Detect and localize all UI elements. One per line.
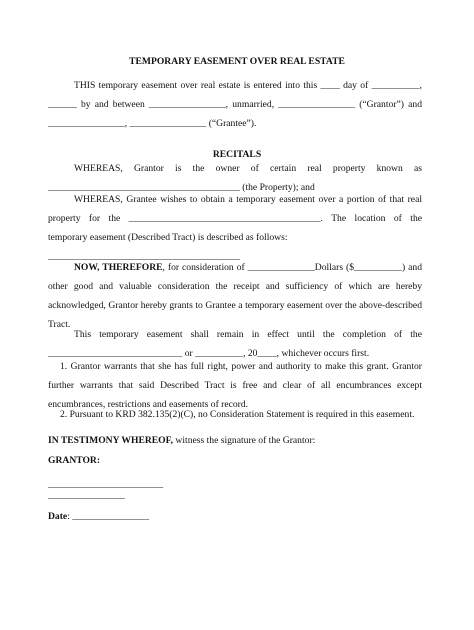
whereas2-line-4: ________________________________________ bbox=[48, 251, 240, 262]
intro-line-2: ______ by and between ________________, unmarried, ________________ (“Grantor”) and bbox=[48, 99, 422, 110]
item2-line: 2. Pursuant to KRD 382.135(2)(C), no Consideration Statement is required in this easement. bbox=[60, 409, 415, 420]
testimony-line bbox=[48, 431, 422, 450]
document-title: TEMPORARY EASEMENT OVER REAL ESTATE bbox=[129, 56, 345, 67]
item1-line-3: encumbrances, restrictions and easements of record. bbox=[48, 399, 249, 410]
testimony-rest: witness the signature of the Grantor: bbox=[173, 435, 316, 446]
date-label: Date bbox=[48, 511, 68, 522]
now-therefore-paragraph bbox=[48, 258, 422, 334]
recitals-heading: RECITALS bbox=[212, 149, 262, 160]
remain-line-1: This temporary easement shall remain in effect until the completion of the bbox=[74, 329, 422, 340]
signature-line-2: ________________ bbox=[48, 490, 125, 501]
testimony-lead: IN TESTIMONY WHEREOF, bbox=[48, 435, 174, 446]
grantor-label: GRANTOR: bbox=[48, 455, 101, 466]
intro-line-1: THIS temporary easement over real estate is entered into this ____ day of __________, bbox=[74, 80, 422, 91]
remain-line-2: ____________________________ or __________, 20____, whichever occurs first. bbox=[48, 348, 370, 359]
item1-line-2: further warrants that said Described Tract is free and clear of all encumbrances except bbox=[48, 380, 422, 391]
now-line-2: other good and valuable consideration the receipt and sufficiency of which are hereby bbox=[48, 281, 422, 292]
date-blank: : ________________ bbox=[67, 511, 150, 522]
intro-paragraph bbox=[48, 76, 422, 133]
testimony-paragraph bbox=[48, 431, 422, 450]
whereas1-line-1: WHEREAS, Grantor is the owner of certain real property known as bbox=[74, 163, 422, 174]
now-line-3: acknowledged, Grantor hereby grants to Grantee a temporary easement over the above-described bbox=[48, 300, 422, 311]
intro-line-3: ________________, ________________ (“Grantee”). bbox=[48, 118, 257, 129]
now-therefore-lead: NOW, THEREFORE bbox=[74, 262, 163, 273]
now-line-1 bbox=[48, 258, 422, 277]
item1-line-1: 1. Grantor warrants that she has full right, power and authority to make this grant. Grantor bbox=[60, 361, 422, 372]
whereas2-line-3: temporary easement (Described Tract) is described as follows: bbox=[48, 232, 288, 243]
date-line bbox=[48, 507, 422, 526]
whereas2-line-1: WHEREAS, Grantee wishes to obtain a temporary easement over a portion of that real bbox=[74, 194, 422, 205]
whereas-paragraph-2 bbox=[48, 190, 422, 266]
signature-line-1: ________________________ bbox=[48, 479, 164, 490]
now-line-1-rest: , for consideration of ______________Dollars ($__________) and bbox=[162, 262, 422, 273]
numbered-item-2 bbox=[48, 405, 422, 424]
whereas1-line-2: ________________________________________ (the Property); and bbox=[48, 182, 315, 193]
whereas2-line-2: property for the ________________________________________. The location of the bbox=[48, 213, 422, 224]
now-line-4: Tract. bbox=[48, 319, 71, 330]
